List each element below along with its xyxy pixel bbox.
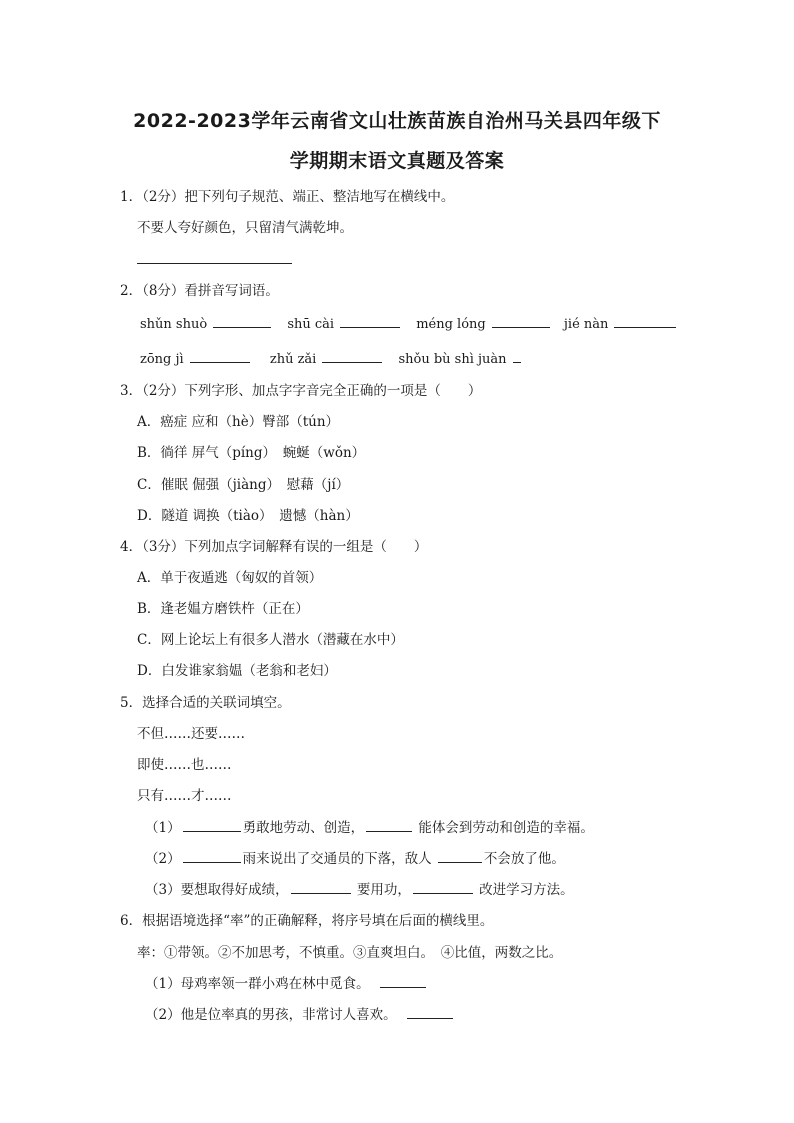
question-5-item-2 [145, 850, 565, 868]
question-6-definitions: 率：①带领。②不加思考，不慎重。③直爽坦白。 ④比值，两数之比。 [137, 945, 563, 961]
pinyin-item: shǔn shuò [140, 317, 208, 332]
answer-blank[interactable] [291, 881, 351, 894]
item-text: 要用功， [352, 882, 411, 898]
answer-blank[interactable] [380, 975, 426, 988]
answer-blank[interactable] [183, 819, 241, 832]
answer-blank[interactable] [183, 850, 241, 863]
page-title-line-2: 学期期末语文真题及答案 [289, 150, 505, 172]
answer-blank[interactable] [614, 315, 676, 328]
question-6-item-1 [145, 975, 428, 993]
pinyin-item: zhǔ zǎi [269, 352, 317, 367]
question-2-stem: 2．（8分）看拼音写词语。 [120, 283, 279, 299]
pinyin-item: shū cài [287, 317, 335, 332]
question-1-stem: 1．（2分）把下列句子规范、端正、整洁地写在横线中。 [120, 189, 455, 205]
answer-blank[interactable] [413, 881, 473, 894]
question-3-stem: 3．（2分）下列字形、加点字字音完全正确的一项是（ ） [120, 383, 482, 399]
answer-blank[interactable] [190, 350, 250, 363]
pinyin-item: zōng jì [140, 352, 184, 367]
answer-blank[interactable] [340, 315, 400, 328]
conjunction-pair: 只有……才…… [137, 788, 232, 804]
answer-blank[interactable] [322, 350, 382, 363]
item-text: 不会放了他。 [483, 851, 565, 867]
conjunction-pair: 不但……还要…… [137, 726, 245, 742]
question-6-item-2 [145, 1006, 455, 1024]
item-text: （1）母鸡率领一群小鸡在林中觅食。 [145, 976, 370, 992]
question-3-option-b: B．徜徉 屏气（píng） 蜿蜒（wǒn） [137, 445, 366, 461]
page-title-line-1: 2022-2023学年云南省文山壮族苗族自治州马关县四年级下 [133, 110, 661, 132]
question-5-item-3 [145, 881, 574, 899]
item-text: 能体会到劳动和创造的幸福。 [414, 820, 594, 836]
answer-blank[interactable] [213, 315, 271, 328]
question-4-option-b: B．逢老媪方磨铁杵（正在） [137, 601, 309, 617]
item-number: （2） [145, 851, 181, 867]
item-number: （1） [145, 820, 181, 836]
question-4-option-d: D．白发谁家翁媪（老翁和老妇） [137, 663, 337, 679]
pinyin-row-2 [140, 350, 523, 369]
answer-blank[interactable] [492, 315, 550, 328]
item-text: （2）他是位率真的男孩，非常讨人喜欢。 [145, 1007, 397, 1023]
item-text: 雨来说出了交通员的下落，敌人 [242, 851, 436, 867]
question-6-stem: 6．根据语境选择“率”的正确解释，将序号填在后面的横线里。 [120, 913, 494, 929]
conjunction-pair: 即使……也…… [137, 757, 232, 773]
item-text: （3）要想取得好成绩， [145, 882, 289, 898]
question-3-option-c: C．催眠 倔强（jiàng） 慰藉（jí） [137, 477, 350, 493]
question-1-sentence: 不要人夸好颜色，只留清气满乾坤。 [137, 220, 353, 236]
item-text: 勇敢地劳动、创造， [242, 820, 365, 836]
pinyin-item: shǒu bù shì juàn [398, 352, 507, 367]
question-3-option-a: A．癌症 应和（hè）臀部（tún） [137, 414, 340, 430]
answer-blank[interactable] [438, 850, 482, 863]
answer-blank[interactable] [407, 1006, 453, 1019]
answer-blank[interactable] [366, 819, 412, 832]
question-3-option-d: D．隧道 调换（tiào） 遗憾（hàn） [137, 508, 359, 524]
question-1-answer-line[interactable] [137, 263, 292, 264]
item-text: 改进学习方法。 [474, 882, 574, 898]
question-5-item-1 [145, 819, 594, 837]
pinyin-row-1 [140, 315, 678, 334]
answer-blank[interactable] [513, 350, 521, 363]
question-4-stem: 4．（3分）下列加点字词解释有误的一组是（ ） [120, 539, 428, 555]
pinyin-item: méng lóng [416, 317, 486, 332]
question-5-stem: 5．选择合适的关联词填空。 [120, 695, 291, 711]
question-4-option-a: A．单于夜遁逃（匈奴的首领） [137, 570, 323, 586]
pinyin-item: jié nàn [563, 317, 609, 332]
question-4-option-c: C．网上论坛上有很多人潜水（潜藏在水中） [137, 632, 404, 648]
